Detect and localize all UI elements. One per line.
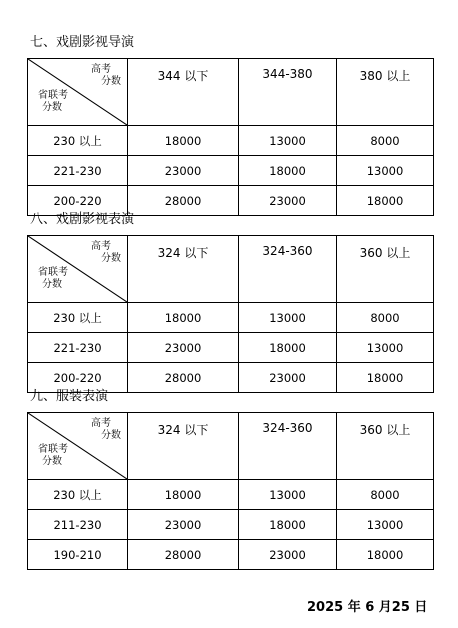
table-row [28, 363, 434, 393]
column-header: 324 以下 [128, 413, 239, 480]
row-label: 230 以上 [28, 126, 128, 156]
table-cell: 18000 [239, 156, 337, 186]
table-cell: 18000 [239, 510, 337, 540]
diagonal-header-cell [28, 413, 128, 480]
corner-label-shenglian: 省联考 [38, 267, 68, 278]
score-table [27, 235, 434, 393]
table-cell: 23000 [128, 510, 239, 540]
column-header: 324 以下 [128, 236, 239, 303]
row-label: 200-220 [28, 363, 128, 393]
corner-label-gaokao: 高考 [91, 418, 111, 429]
table-cell: 18000 [128, 303, 239, 333]
table-row [28, 156, 434, 186]
row-label: 211-230 [28, 510, 128, 540]
document-date: 2025 年 6 月25 日 [307, 600, 428, 615]
table-cell: 13000 [239, 126, 337, 156]
column-header: 324-360 [239, 236, 337, 303]
row-label: 190-210 [28, 540, 128, 570]
table-cell: 18000 [337, 363, 434, 393]
table-row [28, 126, 434, 156]
score-table [27, 58, 434, 216]
table-cell: 18000 [128, 480, 239, 510]
diagonal-header-cell [28, 59, 128, 126]
table-row [28, 510, 434, 540]
table-cell: 28000 [128, 540, 239, 570]
table-row [28, 540, 434, 570]
row-label: 200-220 [28, 186, 128, 216]
corner-label-shenglian: 省联考 [38, 90, 68, 101]
table-cell: 13000 [239, 303, 337, 333]
table-cell: 23000 [128, 333, 239, 363]
table-cell: 18000 [337, 540, 434, 570]
table-row [28, 186, 434, 216]
column-header: 344-380 [239, 59, 337, 126]
table-row [28, 333, 434, 363]
section-title: 七、戏剧影视导演 [30, 35, 135, 50]
diagonal-header-cell [28, 236, 128, 303]
table-cell: 18000 [337, 186, 434, 216]
table-cell: 23000 [239, 186, 337, 216]
table-cell: 18000 [128, 126, 239, 156]
table-cell: 23000 [128, 156, 239, 186]
table-cell: 13000 [337, 156, 434, 186]
corner-label-score-top: 分数 [101, 430, 121, 441]
corner-label-shenglian: 省联考 [38, 444, 68, 455]
table-cell: 8000 [337, 126, 434, 156]
corner-label-gaokao: 高考 [91, 241, 111, 252]
score-table [27, 412, 434, 570]
column-header: 360 以上 [337, 236, 434, 303]
table-cell: 13000 [337, 333, 434, 363]
table-row [28, 480, 434, 510]
table-row [28, 303, 434, 333]
table-cell: 13000 [239, 480, 337, 510]
table-cell: 23000 [239, 540, 337, 570]
corner-label-gaokao: 高考 [91, 64, 111, 75]
section-title: 八、戏剧影视表演 [30, 212, 135, 227]
table-cell: 23000 [239, 363, 337, 393]
table-cell: 18000 [239, 333, 337, 363]
corner-label-score-top: 分数 [101, 253, 121, 264]
corner-label-score-bottom: 分数 [42, 279, 62, 290]
corner-label-score-bottom: 分数 [42, 102, 62, 113]
table-cell: 28000 [128, 186, 239, 216]
row-label: 230 以上 [28, 480, 128, 510]
table-cell: 13000 [337, 510, 434, 540]
column-header: 380 以上 [337, 59, 434, 126]
column-header: 360 以上 [337, 413, 434, 480]
corner-label-score-bottom: 分数 [42, 456, 62, 467]
table-header-row [28, 59, 434, 126]
row-label: 221-230 [28, 333, 128, 363]
table-cell: 8000 [337, 303, 434, 333]
column-header: 344 以下 [128, 59, 239, 126]
row-label: 230 以上 [28, 303, 128, 333]
column-header: 324-360 [239, 413, 337, 480]
table-cell: 28000 [128, 363, 239, 393]
row-label: 221-230 [28, 156, 128, 186]
table-header-row [28, 236, 434, 303]
section-title: 九、服装表演 [30, 389, 109, 404]
table-cell: 8000 [337, 480, 434, 510]
table-header-row [28, 413, 434, 480]
corner-label-score-top: 分数 [101, 76, 121, 87]
